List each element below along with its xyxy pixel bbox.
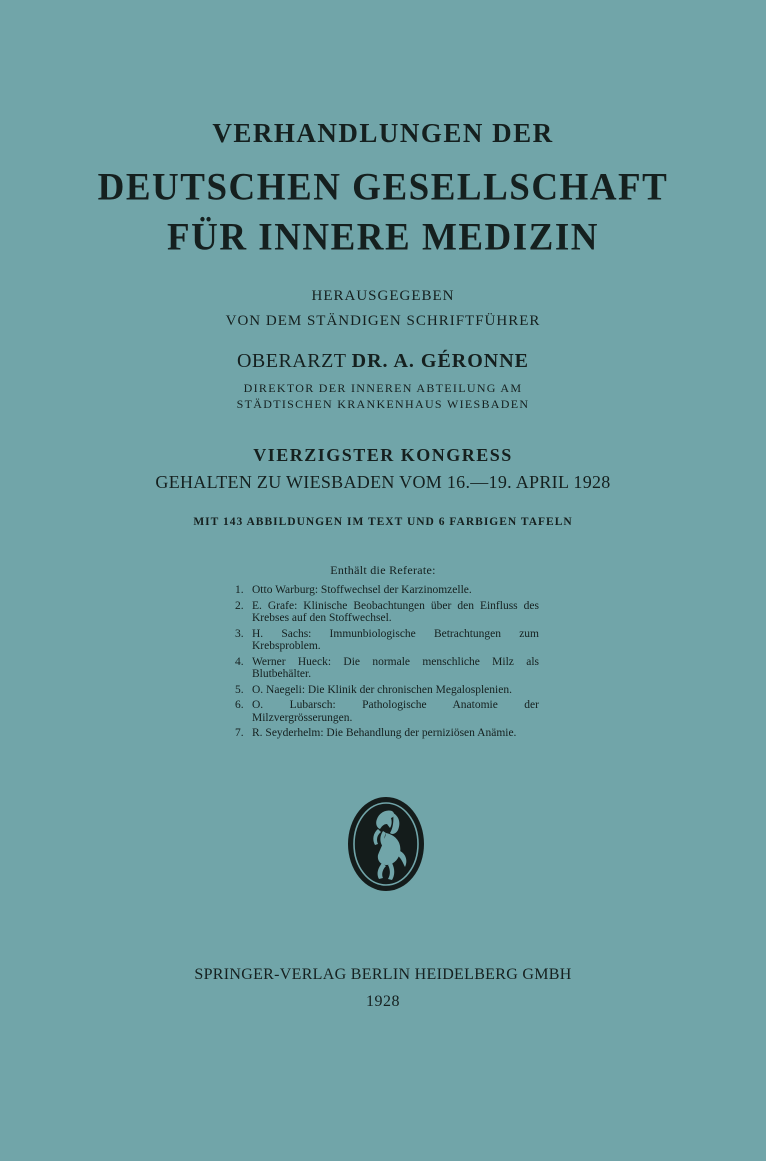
list-item xyxy=(235,584,539,597)
list-item-text: E. Grafe: Klinische Beobachtungen über den Einfluss des Krebses auf den Stoffwechsel. xyxy=(252,599,539,624)
illustrations-note: MIT 143 ABBILDUNGEN IM TEXT UND 6 FARBIGEN TAFELN xyxy=(193,516,573,528)
list-item-text: Otto Warburg: Stoffwechsel der Karzinomzelle. xyxy=(252,584,472,596)
list-item-text: Werner Hueck: Die normale menschliche Milz als Blutbehälter. xyxy=(252,655,539,680)
editor-intro-1: HERAUSGEGEBEN xyxy=(311,288,455,304)
title-line-3: FÜR INNERE MEDIZIN xyxy=(167,215,599,260)
springer-logo-icon xyxy=(346,795,426,893)
list-item-number: 7. xyxy=(235,727,244,739)
list-item-text: R. Seyderhelm: Die Behandlung der perniziösen Anämie. xyxy=(252,727,517,739)
congress-held: GEHALTEN ZU WIESBADEN VOM 16.—19. APRIL 1928 xyxy=(155,472,611,492)
editor-intro-2: VON DEM STÄNDIGEN SCHRIFTFÜHRER xyxy=(225,313,541,329)
editor-name: DR. A. GÉRONNE xyxy=(351,350,530,372)
list-item xyxy=(235,628,539,653)
list-item-number: 1. xyxy=(235,584,244,596)
publication-year: 1928 xyxy=(366,993,400,1010)
list-item xyxy=(235,684,539,697)
congress-name: VIERZIGSTER KONGRESS xyxy=(253,445,513,465)
list-item-number: 5. xyxy=(235,683,244,696)
title-line-2: DEUTSCHEN GESELLSCHAFT xyxy=(97,165,669,210)
publisher-name: SPRINGER-VERLAG BERLIN HEIDELBERG GMBH xyxy=(194,966,572,983)
editor-title-prefix: OBERARZT xyxy=(236,350,347,372)
list-item-number: 3. xyxy=(235,627,244,640)
referate-list xyxy=(235,584,539,743)
referate-heading: Enthält die Referate: xyxy=(330,563,436,577)
editor-position-2: STÄDTISCHEN KRANKENHAUS WIESBADEN xyxy=(236,397,530,411)
list-item xyxy=(235,600,539,625)
list-item xyxy=(235,699,539,724)
editor-position-1: DIREKTOR DER INNEREN ABTEILUNG AM xyxy=(243,381,523,395)
list-item-text: O. Naegeli: Die Klinik der chronischen Megalosplenien. xyxy=(252,683,512,696)
list-item-number: 6. xyxy=(235,699,244,711)
list-item-text: O. Lubarsch: Pathologische Anatomie der Milzvergrösserungen. xyxy=(252,699,539,724)
list-item-text: H. Sachs: Immunbiologische Betrachtungen zum Krebsproblem. xyxy=(252,627,539,652)
list-item xyxy=(235,656,539,681)
list-item-number: 2. xyxy=(235,599,244,612)
list-item xyxy=(235,727,539,740)
title-line-1: VERHANDLUNGEN DER xyxy=(212,118,554,148)
editor-line xyxy=(0,350,766,373)
list-item-number: 4. xyxy=(235,655,244,668)
